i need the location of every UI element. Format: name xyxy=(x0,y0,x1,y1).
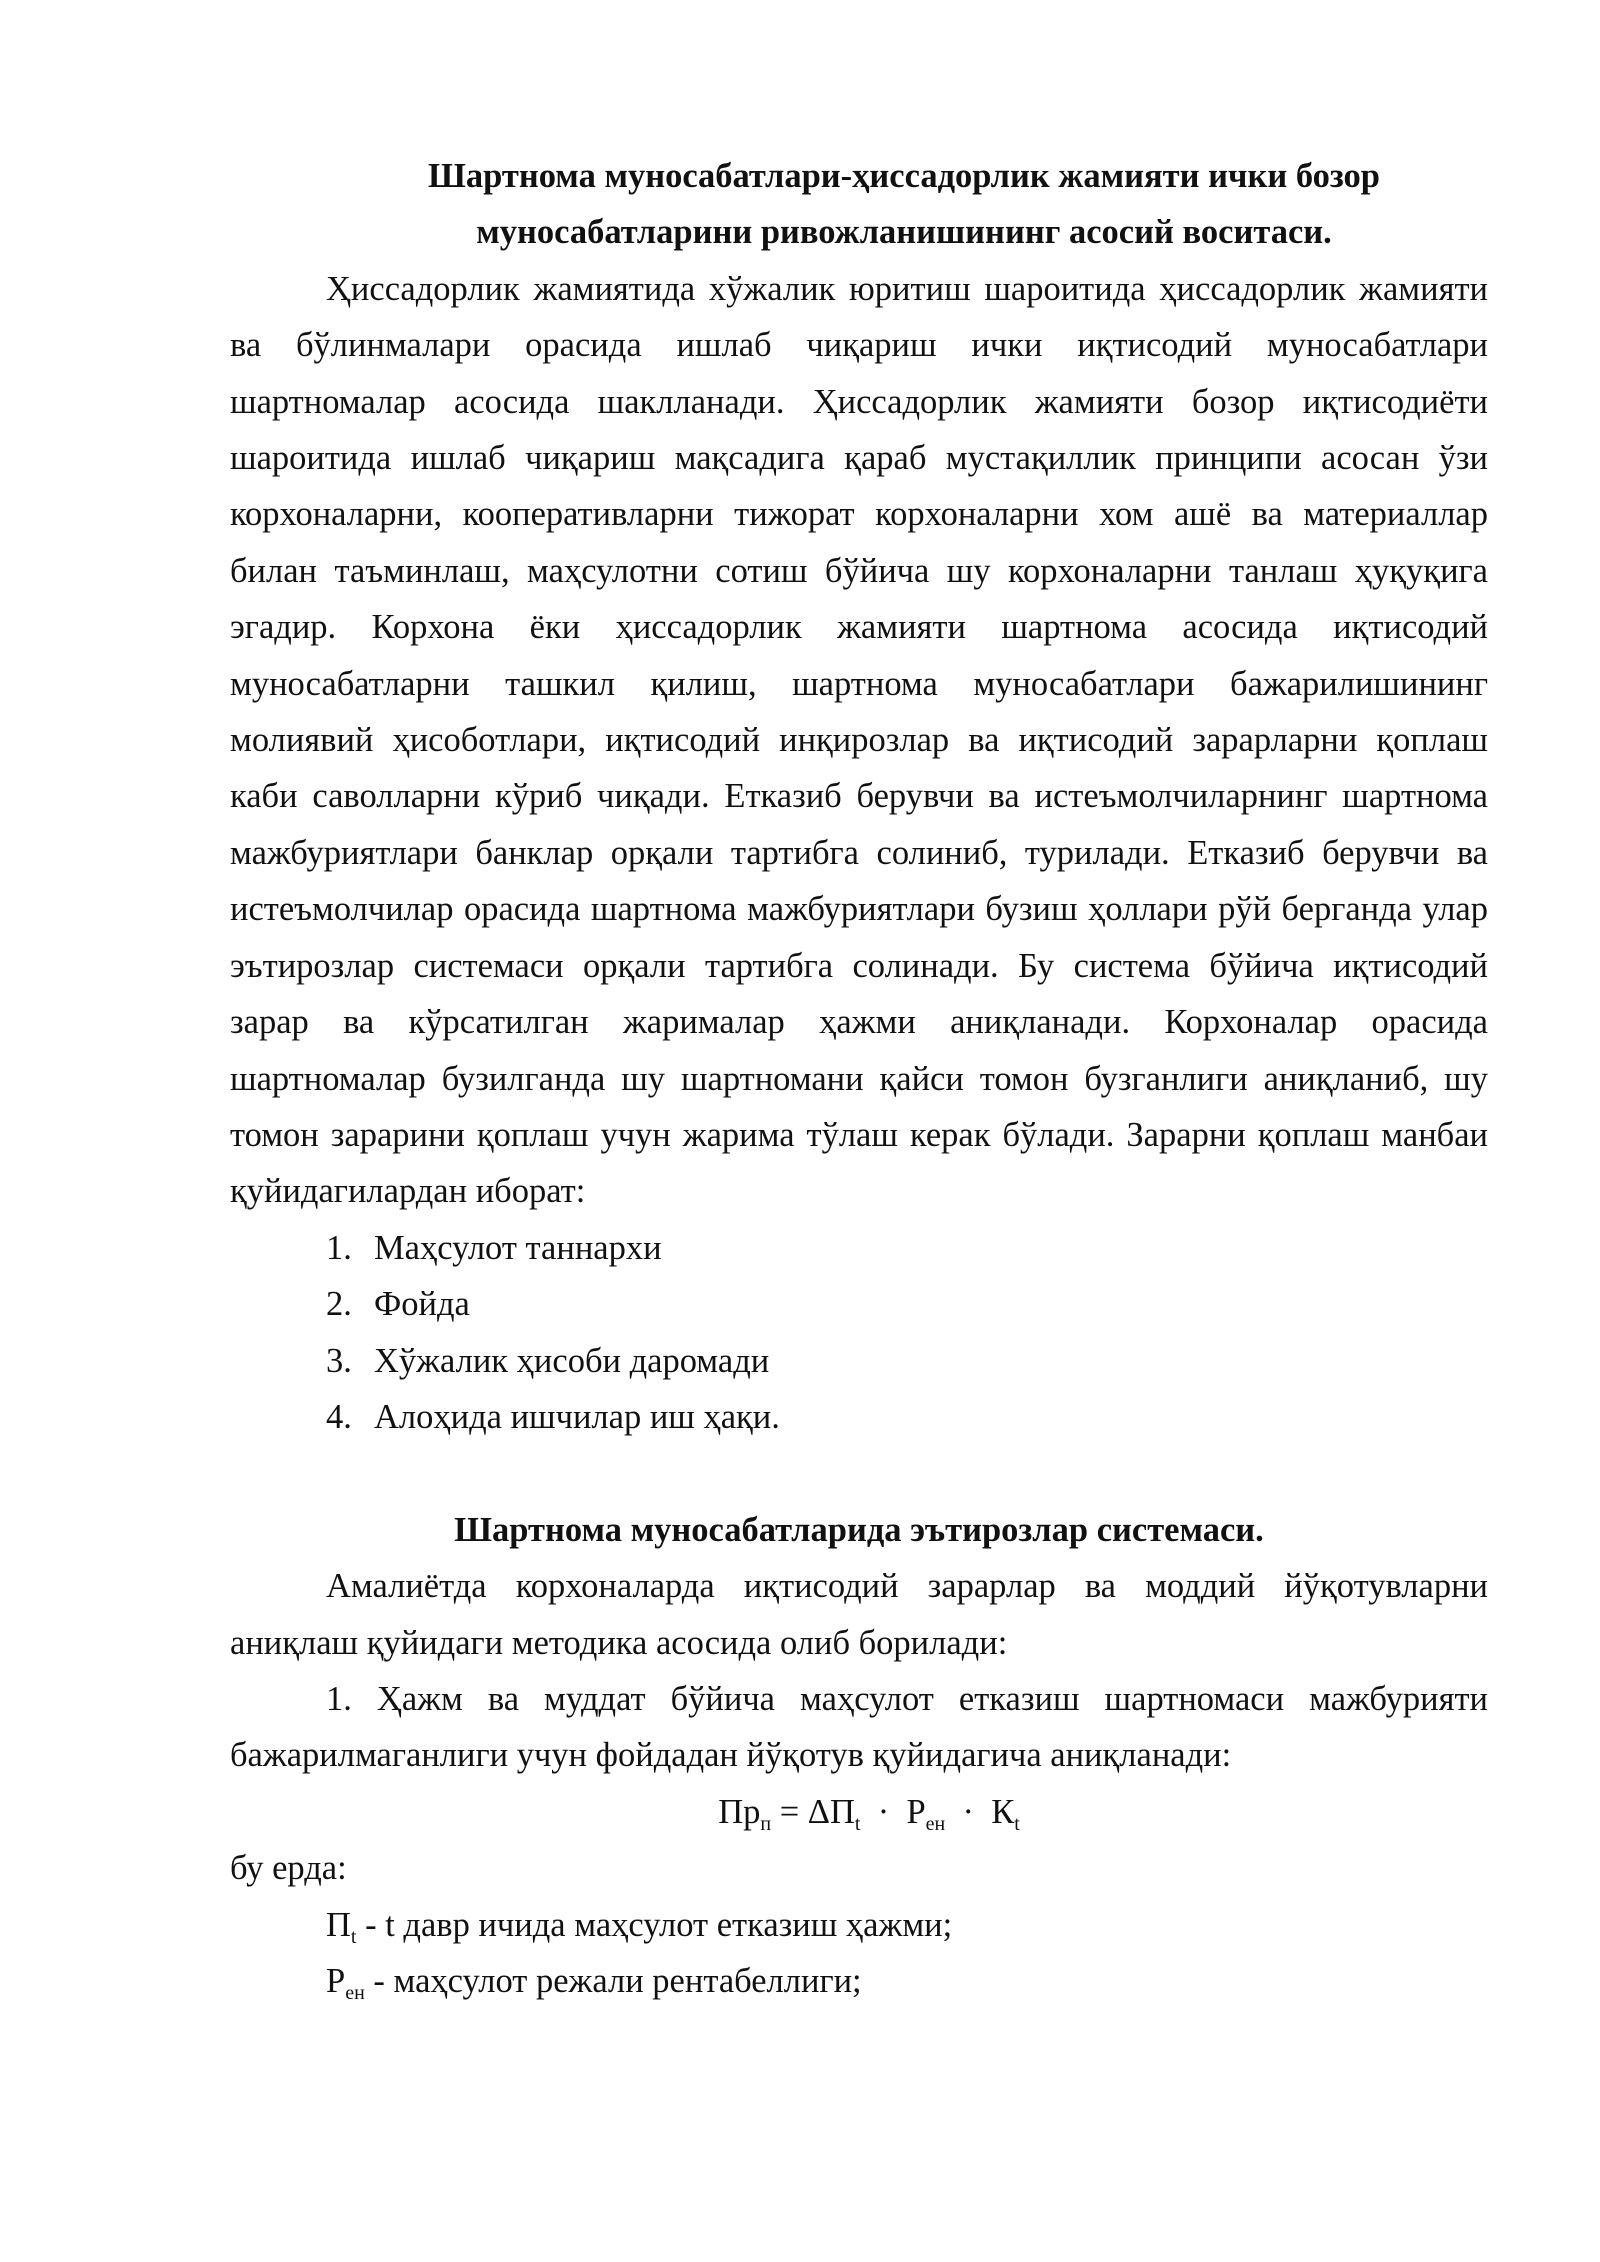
formula-t-subscript: t xyxy=(854,1812,861,1835)
list-item xyxy=(230,1333,1488,1389)
definition-subscript: ен xyxy=(345,1981,365,2004)
definition-text: - t давр ичида маҳсулот етказиш ҳажми; xyxy=(356,1905,953,1944)
formula-r-subscript: ен xyxy=(925,1812,946,1835)
list-number: 1. xyxy=(326,1228,352,1267)
definition-line xyxy=(230,1897,1488,1953)
definition-line xyxy=(230,1953,1488,2009)
document-page xyxy=(230,148,1488,2009)
blank-line xyxy=(230,1445,1488,1501)
formula-lhs-subscript: п xyxy=(760,1812,772,1835)
intro-paragraph: Амалиётда корхоналарда иқтисодий зарарлар ва моддий йўқотувларни аниқлаш қуйидаги методика асосида олиб борилади: xyxy=(230,1567,1488,1662)
formula-lhs: Пр xyxy=(718,1792,761,1831)
formula-delta-p: = ΔП xyxy=(771,1792,855,1831)
section-title xyxy=(230,148,1488,261)
formula xyxy=(230,1784,1488,1840)
where-label: бу ерда: xyxy=(230,1849,347,1888)
list-item xyxy=(230,1276,1488,1332)
definition-symbol: П xyxy=(326,1905,351,1944)
list-item-text: Маҳсулот таннархи xyxy=(374,1228,662,1267)
definition-subscript: t xyxy=(350,1925,357,1948)
list-item-text: Хўжалик ҳисоби даромади xyxy=(374,1341,770,1380)
section-title-2: Шартнома муносабатларида эътирозлар системаси. xyxy=(454,1510,1264,1549)
definition-text: - маҳсулот режали рентабеллиги; xyxy=(364,1961,862,2000)
formula-k-subscript: t xyxy=(1014,1812,1020,1835)
list-number: 2. xyxy=(326,1285,352,1324)
list-item xyxy=(230,1220,1488,1276)
list-item-text: Алоҳида ишчилар иш ҳақи. xyxy=(374,1397,780,1436)
method-item-1: 1. Ҳажм ва муддат бўйича маҳсулот етказиш шартномаси мажбурияти бажарилмаганлиги учун фойдадан йўқотув қуйидагича аниқланади: xyxy=(230,1679,1488,1775)
formula-k: · К xyxy=(945,1792,1015,1831)
section-title-line2: муносабатларини ривожланишининг асосий воситаси. xyxy=(476,213,1332,252)
section-title-line1: Шартнома муносабатлари-ҳиссадорлик жамияти ички бозор xyxy=(428,157,1380,195)
list-number: 3. xyxy=(326,1341,352,1380)
list-number: 4. xyxy=(326,1397,352,1436)
definition-symbol: Р xyxy=(326,1961,346,2000)
list-item xyxy=(230,1389,1488,1445)
formula-r: · Р xyxy=(860,1792,926,1831)
compensation-sources-list xyxy=(230,1220,1488,1446)
body-paragraph: Ҳиссадорлик жамиятида хўжалик юритиш шароитида ҳиссадорлик жамияти ва бўлинмалари орасида ишлаб чиқариш ички иқтисодий муносабатлари шартномалар асосида шаклланади. Ҳиссадорлик жамияти бозор иқтисодиёти шароитида ишлаб чиқариш мақсадига қараб мустақиллик принципи асосан ўзи корхоналарни, кооперативларни тижорат корхоналарни хом ашё ва материаллар билан таъминлаш, маҳсулотни сотиш бўйича шу корхоналарни танлаш ҳуқуқига эгадир. Корхона ёки ҳиссадорлик жамияти шартнома асосида иқтисодий муносабатларни ташкил қилиш, шартнома муносабатлари бажарилишининг молиявий ҳисоботлари, иқтисодий инқирозлар ва иқтисодий зарарларни қоплаш каби саволларни кўриб чиқади. Етказиб берувчи ва истеъмолчиларнинг шартнома мажбуриятлари банклар орқали тартибга солиниб, турилади. Етказиб берувчи ва истеъмолчилар орасида шартнома мажбуриятлари бузиш ҳоллари рўй берганда улар эътирозлар системаси орқали тартибга солинади. Бу система бўйича иқтисодий зарар ва кўрсатилган жарималар ҳажми аниқланади. Корхоналар орасида шартномалар бузилганда шу шартномани қайси томон бузганлиги аниқланиб, шу томон зарарини қоплаш учун жарима тўлаш керак бўлади. Зарарни қоплаш манбаи қуйидагилардан иборат: xyxy=(230,269,1488,1211)
list-item-text: Фойда xyxy=(374,1285,470,1324)
